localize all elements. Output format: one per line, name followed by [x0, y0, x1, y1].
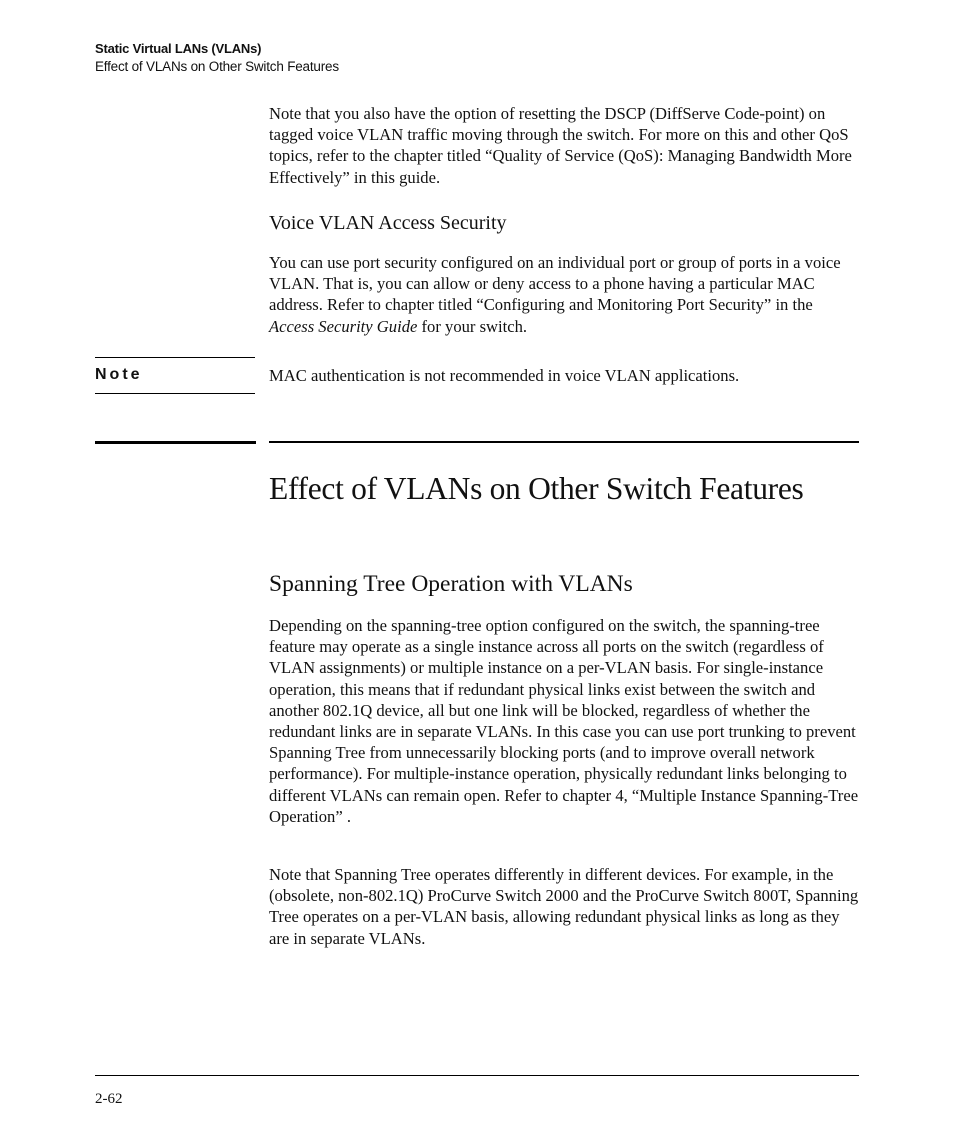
- note-bottom-rule: [95, 393, 255, 394]
- footer-rule: [95, 1075, 859, 1076]
- spanning-tree-paragraph-2: Note that Spanning Tree operates differently in different devices. For example, in the (obsolete, non-802.1Q) ProCurve Switch 2000 and the ProCurve Switch 800T, Spanning Tree operates on a per-VLAN basis, allowing redundant physical links as long as they are in separate VLANs.: [269, 865, 859, 948]
- note-label: Note: [95, 366, 143, 383]
- voice-security-text-before: You can use port security configured on an individual port or group of ports in a voice VLAN. That is, you can allow or deny access to a phone having a particular MAC address. Refer to chapter titled “Configuring and Monitoring Port Security” in the: [269, 253, 841, 315]
- section-title: Effect of VLANs on Other Switch Features: [269, 471, 804, 506]
- voice-security-text-after: for your switch.: [417, 316, 528, 336]
- voice-security-paragraph: [269, 252, 859, 337]
- page-number: 2-62: [95, 1091, 123, 1107]
- access-security-guide-title: Access Security Guide: [269, 316, 418, 336]
- note-top-rule: [95, 357, 255, 358]
- intro-paragraph: Note that you also have the option of resetting the DSCP (DiffServe Code-point) on tagged voice VLAN traffic moving through the switch. For more on this and other QoS topics, refer to the chapter titled “Quality of Service (QoS): Managing Bandwidth More Effectively” in this guide.: [269, 104, 852, 187]
- section-divider-right: [269, 441, 859, 443]
- spanning-tree-heading: Spanning Tree Operation with VLANs: [269, 571, 633, 597]
- voice-security-heading: Voice VLAN Access Security: [269, 212, 507, 234]
- note-text: MAC authentication is not recommended in voice VLAN applications.: [269, 366, 740, 385]
- running-header-chapter: Static Virtual LANs (VLANs): [95, 41, 262, 56]
- running-header-section: Effect of VLANs on Other Switch Features: [95, 59, 339, 74]
- section-divider-left: [95, 441, 256, 444]
- spanning-tree-paragraph-1: Depending on the spanning-tree option configured on the switch, the spanning-tree feature may operate as a single instance across all ports on the switch (regardless of VLAN assignments) or multiple instance on a per-VLAN basis. For single-instance operation, this means that if redundant physical links exist between the switch and another 802.1Q device, all but one link will be blocked, regardless of whether the redundant links are in separate VLANs. In this case you can use port trunking to prevent Spanning Tree from unnecessarily blocking ports (and to improve overall network performance). For multiple-instance operation, physically redundant links belonging to different VLANs can remain open. Refer to chapter 4, “Multiple Instance Spanning-Tree Operation” .: [269, 616, 859, 826]
